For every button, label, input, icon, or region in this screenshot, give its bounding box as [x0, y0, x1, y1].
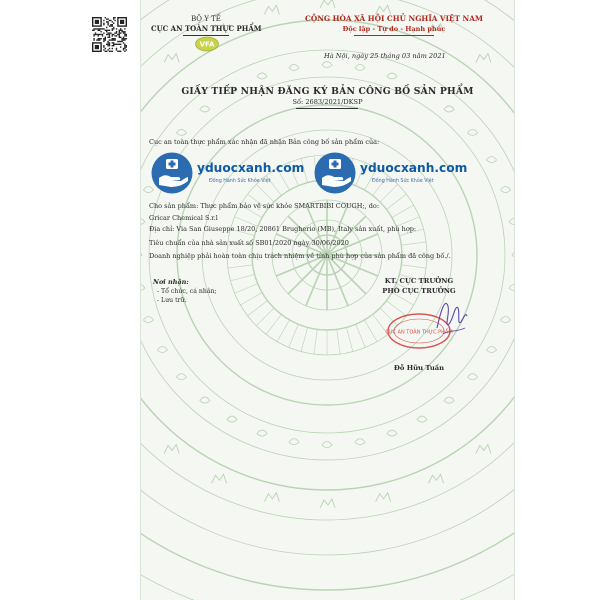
handwritten-signature: [431, 294, 471, 342]
watermark-slogan: Đồng Hành Sức Khỏe Việt: [209, 179, 271, 184]
intro-text: Cục an toàn thực phẩm xác nhận đã nhận Bản công bố sản phẩm của:: [149, 138, 380, 146]
motto: Độc lập - Tự do - Hạnh phúc: [342, 25, 446, 33]
vfa-logo-text: VFA: [199, 40, 215, 49]
pharmacy-hand-icon: [314, 152, 356, 194]
signer-name: Đỗ Hữu Tuấn: [393, 364, 445, 372]
recipient-item: - Lưu trữ.: [157, 297, 187, 304]
product-line: Cho sản phẩm: Thực phẩm bảo vệ sức khỏe SMARTBIBI COUGH;, do:: [149, 202, 380, 210]
ministry-header: [151, 14, 261, 34]
recipient-item: - Tổ chức, cá nhân;: [157, 288, 217, 295]
agency-name: CỤC AN TOÀN THỰC PHẨM: [151, 24, 262, 33]
stamp-text: CỤC AN TOÀN THỰC PHẨM: [385, 329, 453, 336]
vfa-logo-icon: [195, 36, 219, 52]
title-underline: [296, 108, 358, 109]
signer-title: KT. CỤC TRƯỞNG: [384, 277, 454, 285]
ministry-name: BỘ Y TẾ: [191, 15, 221, 23]
motto-underline: [354, 35, 434, 36]
signer-position: PHÓ CỤC TRƯỞNG: [382, 287, 456, 295]
certificate-document: [140, 0, 515, 600]
document-title: GIẤY TIẾP NHẬN ĐĂNG KÝ BẢN CÔNG BỐ SẢN PHẨM: [181, 86, 474, 97]
issue-date: Hà Nội, ngày 25 tháng 03 năm 2021: [324, 52, 446, 60]
pharmacy-hand-icon: [151, 152, 193, 194]
document-number: Số: 2683/2021/DKSP: [292, 98, 363, 106]
company-name: Gricar Chemical S.r.l: [149, 214, 218, 222]
recipients-label: Nơi nhận:: [153, 278, 189, 286]
watermark-slogan: Đồng Hành Sức Khỏe Việt: [372, 179, 434, 184]
watermark-site-name: yduocxanh.com: [197, 161, 305, 175]
company-address: Địa chỉ: Via San Giuseppe 18/20, 20861 Brugherio (MB), Italy sản xuất, phù hợp:: [149, 225, 417, 233]
national-header: [289, 14, 499, 34]
responsibility-line: Doanh nghiệp phải hoàn toàn chịu trách nhiệm về tính phù hợp của sản phẩm đã công bố./.: [149, 252, 451, 260]
country-name: CỘNG HÒA XÃ HỘI CHỦ NGHĨA VIỆT NAM: [305, 14, 483, 23]
qr-code-icon: [92, 17, 127, 52]
standard-line: Tiêu chuẩn của nhà sản xuất số SB01/2020 ngày 30/06/2020: [149, 239, 349, 247]
watermark-site-name: yduocxanh.com: [360, 161, 468, 175]
